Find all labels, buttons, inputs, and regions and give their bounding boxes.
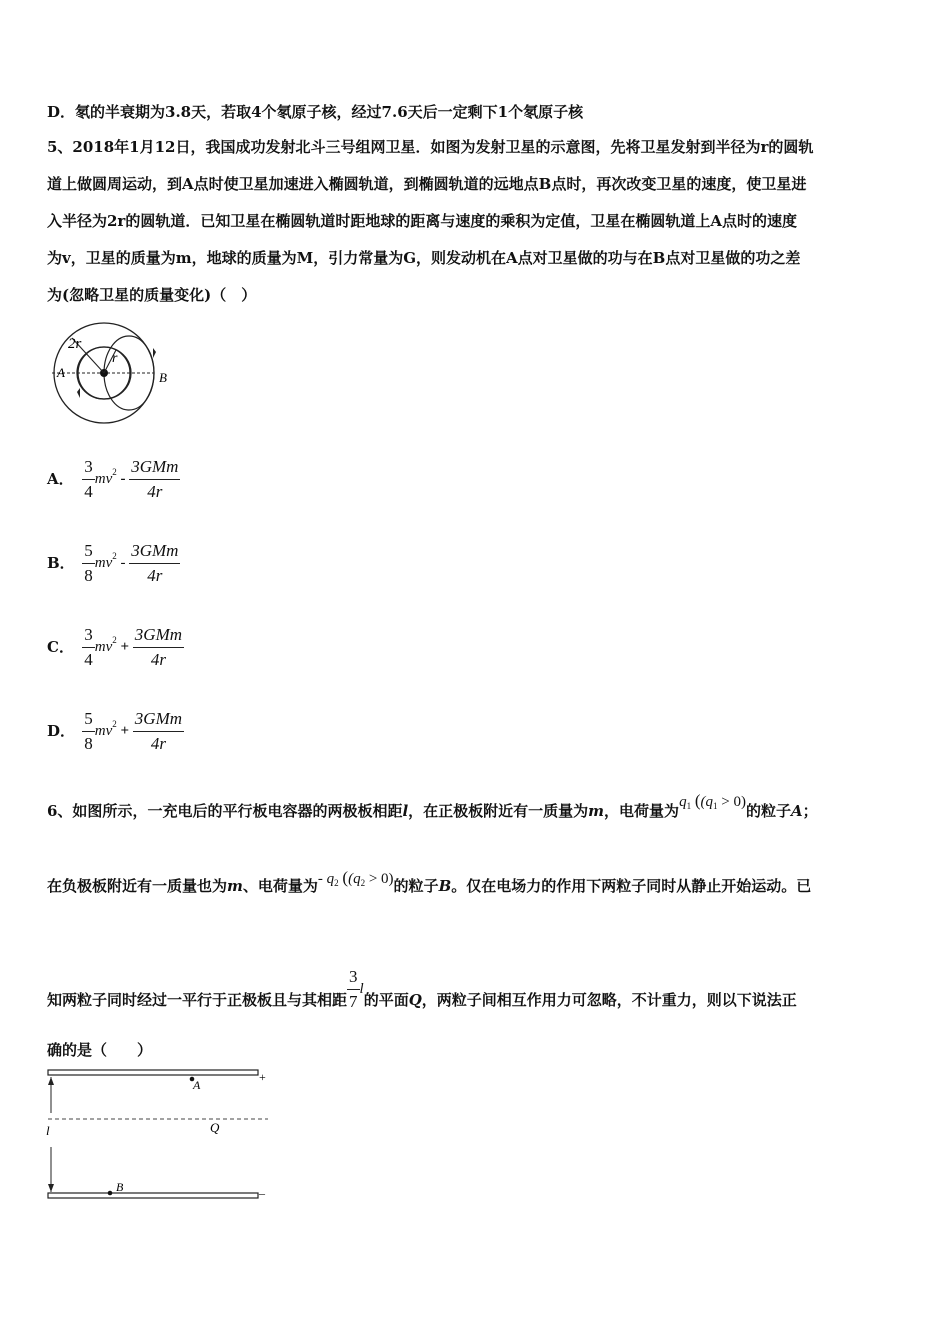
q5-option-b[interactable]: B． $\frac{5}{8}$ $mv^2$ - $\frac{\text{3GMm}}{4r}$ [47, 541, 179, 585]
label-b: B [159, 370, 167, 385]
option-letter: D． [47, 722, 76, 741]
label-minus: – [259, 1186, 265, 1200]
label-l: l [46, 1123, 50, 1138]
positive-plate [48, 1070, 258, 1075]
particle-b [108, 1191, 113, 1196]
q6-line-4: 确的是（ ） [47, 1041, 153, 1059]
q5-line-1: 5、2018年1月12日，我国成功发射北斗三号组网卫星．如图为发射卫星的示意图，先将卫星发射到半径为r的圆轨 [47, 138, 814, 156]
negative-plate [48, 1193, 258, 1198]
label-a: A [57, 365, 65, 380]
q6-line-1: 6、如图所示，一充电后的平行板电容器的两极板相距l，在正极板附近有一质量为m，电荷量为$q_1$ ($(q_1 > 0)$的粒子A； [47, 791, 818, 820]
q4-option-d: D．氡的半衰期为3.8天，若取4个氡原子核，经过7.6天后一定剩下1个氡原子核 [47, 103, 584, 121]
q5-orbit-figure [46, 318, 176, 428]
q5-line-4: 为v，卫星的质量为m，地球的质量为M，引力常量为G，则发动机在A点对卫星做的功与在B点对卫星做的功之差 [47, 249, 801, 267]
q6-line-2: 在负极板附近有一质量也为m、电荷量为- $q_2$ ($(q_2 > 0)$的粒子B。仅在电场力的作用下两粒子同时从静止开始运动。已 [47, 868, 812, 895]
label-r: r [112, 351, 118, 366]
q5-line-2: 道上做圆周运动，到A点时使卫星加速进入椭圆轨道，到椭圆轨道的远地点B点时，再次改变卫星的速度，使卫星进 [47, 175, 807, 193]
option-letter: A． [47, 470, 74, 489]
q5-option-d[interactable]: D． $\frac{5}{8}$ $mv^2$ + $\frac{\text{3GMm}}{4r}$ [47, 709, 183, 753]
option-letter: B． [47, 554, 75, 573]
q5-option-a[interactable]: A． $\frac{3}{4}$ $mv^2$ - $\frac{\text{3GMm}}{4r}$ [47, 457, 179, 501]
q6-line-3: 知两粒子同时经过一平行于正极板且与其相距 $\frac{3}{7}$ l的平面Q，两粒子间相互作用力可忽略，不计重力，则以下说法正 [47, 967, 797, 1011]
label-b: B [116, 1180, 124, 1194]
q5-option-c[interactable]: C． $\frac{3}{4}$ $mv^2$ + $\frac{\text{3GMm}}{4r}$ [47, 625, 183, 669]
label-plus: + [259, 1070, 266, 1084]
option-letter: C． [47, 638, 74, 657]
label-2r: 2r [68, 336, 82, 352]
q5-line-5: 为(忽略卫星的质量变化)（ ） [47, 286, 257, 304]
q6-capacitor-figure [40, 1065, 280, 1205]
q5-line-3: 入半径为2r的圆轨道．已知卫星在椭圆轨道时距地球的距离与速度的乘积为定值，卫星在椭圆轨道上A点时的速度 [47, 212, 797, 230]
label-a: A [193, 1078, 201, 1092]
label-q: Q [210, 1120, 220, 1135]
